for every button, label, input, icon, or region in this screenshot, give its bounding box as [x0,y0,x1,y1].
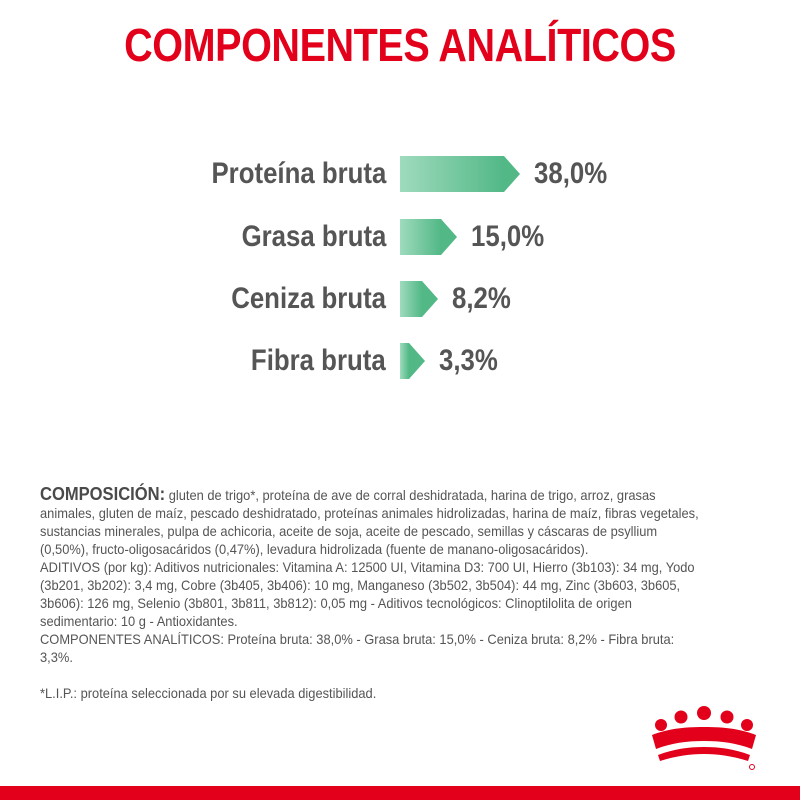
chart-category-label: Proteína bruta [211,157,386,190]
chart-value-label: 8,2% [452,282,512,315]
chart-value-label: 3,3% [439,344,498,377]
chart-bar-tip [409,343,425,379]
composition-paragraph [40,485,707,558]
chart-row [0,341,800,381]
composition-heading: COMPOSICIÓN: [40,484,166,504]
crown-icon [648,703,760,773]
chart-category-label: Fibra bruta [251,344,386,377]
page-title: COMPONENTES ANALÍTICOS [124,19,676,71]
chart-value-label: 38,0% [534,157,608,190]
chart-bar-tip [504,156,520,192]
footnote: *L.I.P.: proteína seleccionada por su elevada digestibilidad. [40,685,377,701]
chart-row [0,217,800,257]
chart-bar [400,156,504,192]
additives-paragraph: ADITIVOS (por kg): Aditivos nutricionales: Vitamina A: 12500 UI, Vitamina D3: 700 UI, Hierro (3b103): 34 mg, Yodo (3b201, 3b202): 3,4 mg, Cobre (3b405, 3b406): 10 mg, Manganeso (3b502, 3b504): 44 mg, Zinc (3b603, 3b605, 3b606): 126 mg, Selenio (3b801, 3b811, 3b812): 0,05 mg - Aditivos tecnológicos: Clinoptilolita de origen sedimentario: 10 g - Antioxidantes. [40,559,695,629]
chart-category-label: Ceniza bruta [231,282,386,315]
chart-bar [400,219,441,255]
composition-ingredients: gluten de trigo*, proteína de ave de corral deshidratada, harina de trigo, arroz, grasas animales, gluten de maíz, pescado deshidratado, proteínas animales hidrolizadas, harina de maíz, fibras vegetales, sustancias minerales, pulpa de achicoria, aceite de soja, aceite de pescado, semillas y cáscaras de psyllium (0,50%), fructo-oligosacáridos (0,47%), levadura hidrolizada (fuente de manano-oligosacáridos). [40,487,699,557]
chart-row [0,279,800,319]
chart-category-label: Grasa bruta [241,220,386,253]
chart-bar-tip [441,219,457,255]
chart-bar-tip [422,281,438,317]
composition-text [40,485,707,702]
chart-row [0,154,800,194]
analytical-paragraph: COMPONENTES ANALÍTICOS: Proteína bruta: 38,0% - Grasa bruta: 15,0% - Ceniza bruta: 8,2% - Fibra bruta: 3,3%. [40,631,675,665]
chart-bar [400,281,422,317]
chart-bar [400,343,409,379]
brand-bottom-bar [0,786,800,800]
chart-value-label: 15,0% [471,220,545,253]
